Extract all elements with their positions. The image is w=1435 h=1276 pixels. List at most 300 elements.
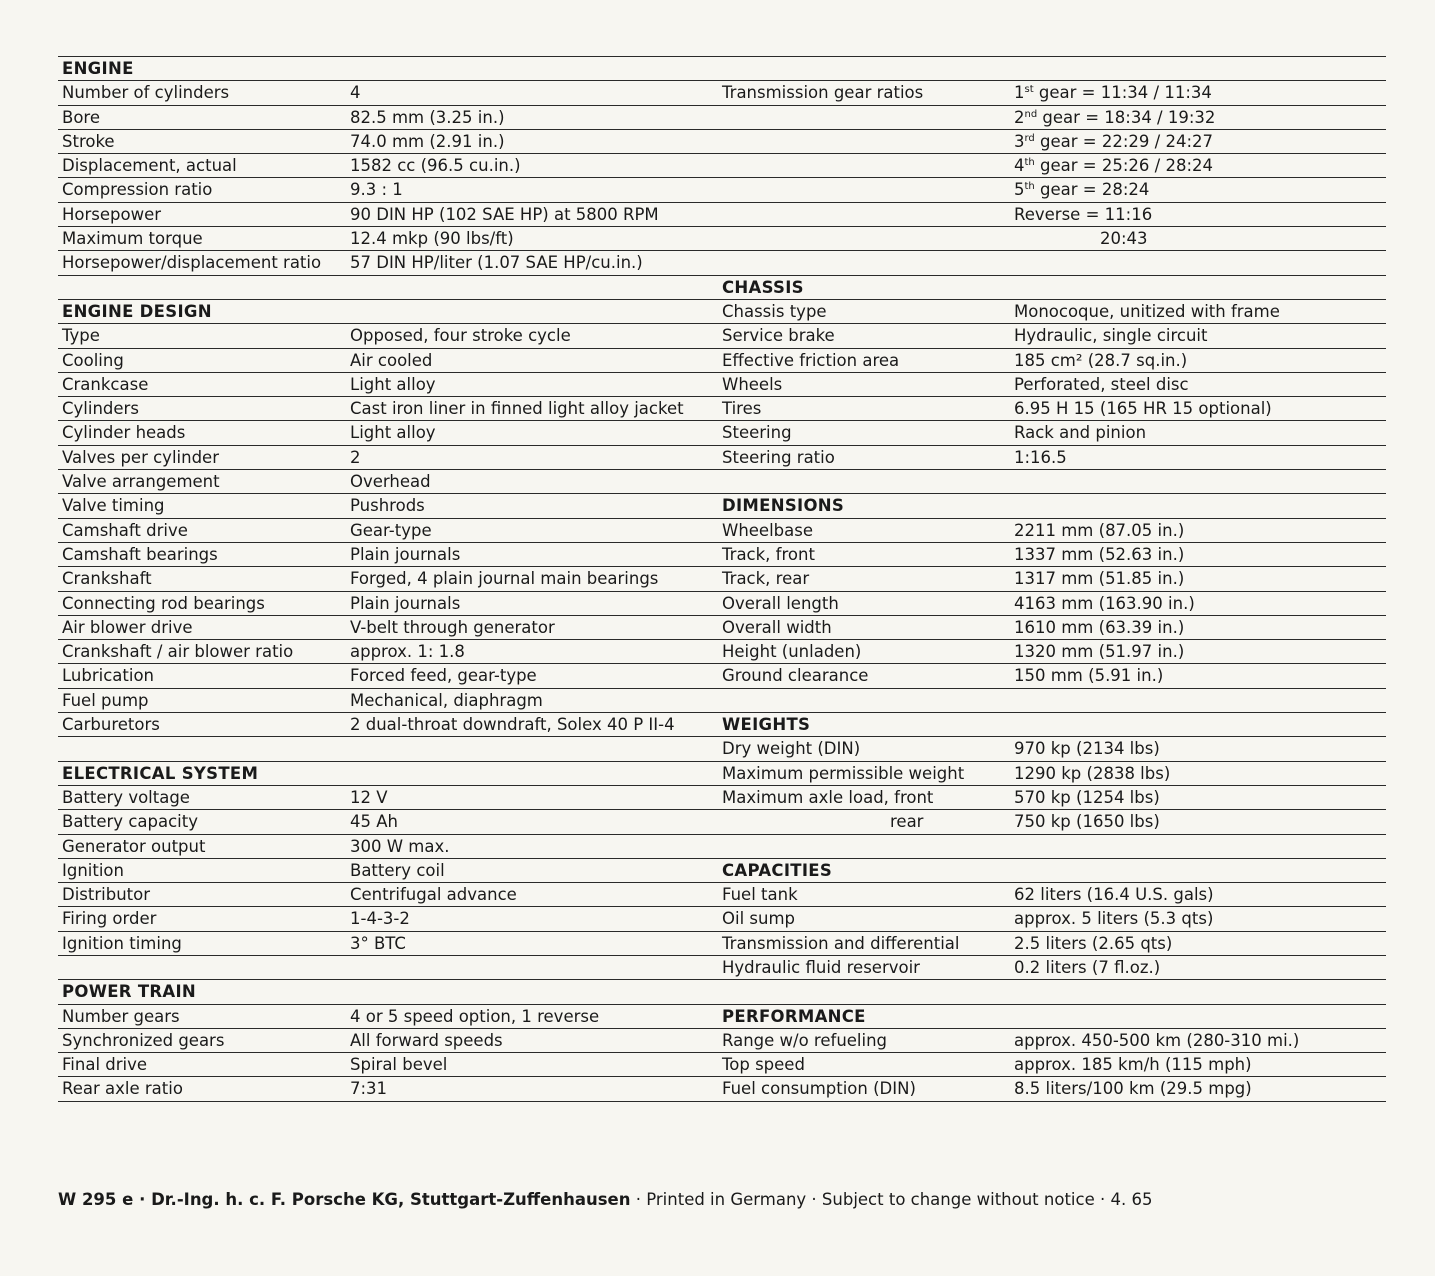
spec-label: Crankcase [62,374,149,394]
spec-value [350,616,555,640]
spec-label: Horsepower [62,204,162,224]
spec-row [58,1077,718,1101]
spec-value-text: 0.2 liters (7 fl.oz.) [1014,957,1161,977]
spec-value [350,567,658,591]
left-spec-column [58,56,718,1102]
spec-label: Horsepower/displacement ratio [62,253,322,273]
spec-value [350,106,505,130]
spec-value [350,1077,387,1101]
spec-row [58,592,718,616]
spec-row [58,689,718,713]
spec-row [58,324,718,348]
spec-value [350,130,505,154]
spec-value-text: gear = 11:34 / 11:34 [1033,83,1212,103]
spec-label: Carburetors [62,715,160,735]
spec-value-text: Battery coil [350,860,445,880]
ordinal-suffix: nd [1024,108,1038,120]
spec-value [350,178,403,202]
spec-value [1014,154,1213,178]
spec-row [58,397,718,421]
spec-row [58,106,718,130]
spec-value-text: V-belt through generator [350,617,555,637]
spec-value [350,592,460,616]
spec-label: Maximum axle load, front [722,787,934,807]
spec-value-text: 7:31 [350,1079,388,1099]
spec-value-text: 150 mm (5.91 in.) [1014,666,1164,686]
spec-value-text: All forward speeds [350,1030,503,1050]
footer-publisher: W 295 e · Dr.-Ing. h. c. F. Porsche KG, Stuttgart-Zuffenhausen [58,1190,631,1209]
spec-value-text: Forged, 4 plain journal main bearings [350,569,659,589]
spec-value [1014,786,1160,810]
spec-value-text: approx. 1: 1.8 [350,642,465,662]
spec-value-text: gear = 22:29 / 24:27 [1034,131,1214,151]
spacer-row [718,835,1386,859]
spec-label: Steering [722,423,792,443]
spec-value [1014,1029,1299,1053]
spec-value-text: Perforated, steel disc [1014,374,1189,394]
spec-value-text: 970 kp (2134 lbs) [1014,739,1160,759]
spec-label: Crankshaft [62,569,152,589]
spec-row [58,567,718,591]
section-heading [718,859,1386,883]
spec-label: Camshaft drive [62,520,188,540]
spec-row [58,154,718,178]
spec-value-text: approx. 5 liters (5.3 qts) [1014,909,1214,929]
spec-label: Crankshaft / air blower ratio [62,642,294,662]
spec-row [718,349,1386,373]
spec-value [350,859,445,883]
spec-row [718,397,1386,421]
spec-value [1014,227,1148,251]
spec-row [58,349,718,373]
spec-row [58,470,718,494]
spec-label: Height (unladen) [722,642,862,662]
spec-label: Stroke [62,131,115,151]
spec-value-text: 45 Ah [350,812,398,832]
spec-value [350,470,431,494]
spec-value [350,519,432,543]
spec-row [718,519,1386,543]
spec-label: Effective friction area [722,350,900,370]
spec-row [718,154,1386,178]
spec-label: Displacement, actual [62,156,237,176]
spec-row [718,810,1386,834]
spec-label: Battery voltage [62,787,190,807]
spec-value-text: 1317 mm (51.85 in.) [1014,569,1185,589]
spec-row [58,373,718,397]
footer-imprint [58,1190,1152,1209]
spec-value [350,397,684,421]
spec-label: Fuel consumption (DIN) [722,1079,916,1099]
spec-value-text: 1610 mm (63.39 in.) [1014,617,1185,637]
spec-row [718,227,1386,251]
spec-value-text: 62 liters (16.4 U.S. gals) [1014,885,1214,905]
section-title: CAPACITIES [722,860,833,880]
spec-row [58,640,718,664]
spec-value [1014,373,1189,397]
spec-value [1014,446,1067,470]
spec-value-text: 2 [350,447,361,467]
spec-value-text: gear = 25:26 / 28:24 [1034,156,1213,176]
spec-row [718,907,1386,931]
spec-row [718,664,1386,688]
spec-label: Final drive [62,1055,148,1075]
section-title: WEIGHTS [722,715,811,735]
spec-value-text: 750 kp (1650 lbs) [1014,812,1160,832]
spec-value-text: Centrifugal advance [350,885,517,905]
spec-label: Maximum permissible weight [722,763,965,783]
spec-value-text: 12.4 mkp (90 lbs/ft) [350,229,514,249]
spec-value-text: 6.95 H 15 (165 HR 15 optional) [1014,399,1272,419]
spec-label: Wheels [722,374,783,394]
spec-value-text: gear = 18:34 / 19:32 [1037,107,1216,127]
spec-row [58,494,718,518]
spacer-row [718,689,1386,713]
spec-row [718,130,1386,154]
spec-label: Connecting rod bearings [62,593,265,613]
section-title: ENGINE [62,59,134,78]
spec-row [58,1005,718,1029]
spec-value [1014,300,1280,324]
spec-value-text: Monocoque, unitized with frame [1014,301,1280,321]
spec-label: Cylinders [62,399,139,419]
right-spec-column [718,56,1386,1102]
spec-value-text: 185 cm² (28.7 sq.in.) [1014,350,1188,370]
spec-row [718,1053,1386,1077]
spec-value-text: 20:43 [1100,229,1148,249]
spec-value [1014,543,1184,567]
spec-value-text: Light alloy [350,374,436,394]
spec-row [718,1077,1386,1101]
gear-number: 2 [1014,107,1025,127]
spec-label: Lubrication [62,666,154,686]
spec-label: Generator output [62,836,206,856]
spacer-row [718,470,1386,494]
spec-row [718,446,1386,470]
spec-value-text: 300 W max. [350,836,450,856]
spec-row [58,664,718,688]
gear-number: 5 [1014,180,1025,200]
spec-value-text: 8.5 liters/100 km (29.5 mpg) [1014,1079,1252,1099]
section-heading [58,980,718,1004]
spec-label: Ground clearance [722,666,869,686]
spec-value-text: 1320 mm (51.97 in.) [1014,642,1185,662]
spec-value [1014,1077,1252,1101]
spec-row [718,421,1386,445]
spec-row [58,835,718,859]
spec-value [350,664,537,688]
spec-label: Ignition [62,860,124,880]
gear-number: 3 [1014,131,1025,151]
spec-label: Synchronized gears [62,1030,225,1050]
spec-row [58,203,718,227]
spec-value-text: 90 DIN HP (102 SAE HP) at 5800 RPM [350,204,659,224]
spec-row [58,81,718,105]
gear-number: 4 [1014,156,1025,176]
spec-value [1014,592,1195,616]
spec-value-text: 1-4-3-2 [350,909,410,929]
spec-value-text: 2.5 liters (2.65 qts) [1014,933,1173,953]
spec-row [58,543,718,567]
spec-value [1014,932,1172,956]
spec-value-text: 4163 mm (163.90 in.) [1014,593,1195,613]
spec-value-text: approx. 185 km/h (115 mph) [1014,1055,1252,1075]
spec-row [718,106,1386,130]
spec-row [58,883,718,907]
spec-label: Top speed [722,1055,805,1075]
spec-row [718,956,1386,980]
spec-value-text: 57 DIN HP/liter (1.07 SAE HP/cu.in.) [350,253,643,273]
spec-value [1014,178,1149,202]
spec-label: Battery capacity [62,812,198,832]
section-title: CHASSIS [722,277,804,297]
spec-value [1014,956,1160,980]
spec-row [58,932,718,956]
section-heading [718,1005,1386,1029]
spec-row [718,300,1386,324]
spec-value-text: 2 dual-throat downdraft, Solex 40 P II-4 [350,715,675,735]
spec-value [350,810,398,834]
section-heading [58,57,718,81]
spec-value-text: approx. 450-500 km (280-310 mi.) [1014,1030,1300,1050]
spec-value [350,689,543,713]
spec-label: Wheelbase [722,520,813,540]
spec-value-text: Cast iron liner in finned light alloy jacket [350,399,684,419]
spec-value-text: 9.3 : 1 [350,180,403,200]
spec-label: Dry weight (DIN) [722,739,861,759]
spec-value [1014,616,1184,640]
spec-value-text: gear = 28:24 [1034,180,1150,200]
spec-row [718,883,1386,907]
spec-row [58,421,718,445]
spec-value [1014,1053,1252,1077]
spec-value-text: 12 V [350,787,388,807]
spec-label: Firing order [62,909,157,929]
spec-label: Steering ratio [722,447,835,467]
spec-value-text: Pushrods [350,496,425,516]
section-title: DIMENSIONS [722,496,845,516]
spec-value [350,1053,447,1077]
section-heading [58,300,718,324]
spec-value [1014,519,1184,543]
spec-value [350,373,436,397]
spec-value-text: 570 kp (1254 lbs) [1014,787,1160,807]
spacer-row [718,251,1386,275]
spec-label: Ignition timing [62,933,182,953]
spec-value-text: 1:16.5 [1014,447,1067,467]
spec-value [1014,421,1146,445]
spec-row [58,251,718,275]
section-heading [718,494,1386,518]
spec-row [58,786,718,810]
spec-value [350,543,460,567]
spec-label: Compression ratio [62,180,213,200]
spec-value [350,883,517,907]
spacer-row [718,980,1386,1004]
spec-row [718,737,1386,761]
spec-label: Fuel tank [722,885,798,905]
spacer-row [718,57,1386,81]
spec-value [1014,567,1184,591]
spec-value-text: 4 [350,83,361,103]
spec-value [350,1029,503,1053]
spec-label: Tires [722,399,762,419]
spec-value [1014,349,1187,373]
spec-row [58,1053,718,1077]
spec-value [350,349,432,373]
left-spec-table [58,56,718,1102]
spec-row [718,373,1386,397]
spec-value [1014,810,1160,834]
spec-value-text: Plain journals [350,544,461,564]
spec-row [58,859,718,883]
ordinal-suffix: th [1024,181,1035,193]
spec-label: Bore [62,107,100,127]
spec-value [350,154,521,178]
spec-value-text: 1337 mm (52.63 in.) [1014,544,1185,564]
spec-label: Rear axle ratio [62,1079,183,1099]
spec-value [1014,640,1184,664]
section-heading [718,276,1386,300]
spec-label: Service brake [722,326,835,346]
spec-value-text: Opposed, four stroke cycle [350,326,571,346]
spec-label: Camshaft bearings [62,544,218,564]
spec-label: Oil sump [722,909,796,929]
spec-value-text: Hydraulic, single circuit [1014,326,1208,346]
spec-row [58,1029,718,1053]
ordinal-suffix: th [1024,157,1035,169]
gear-number: 1 [1014,83,1025,103]
spec-row [718,932,1386,956]
spec-label: Transmission gear ratios [722,83,924,103]
spec-row [718,203,1386,227]
spec-value [1014,324,1207,348]
spec-value-text: 1582 cc (96.5 cu.in.) [350,156,521,176]
spec-row [58,713,718,737]
spec-value [1014,883,1214,907]
spec-label: Valves per cylinder [62,447,219,467]
spec-row [718,567,1386,591]
spec-value [350,421,436,445]
spec-label: Number gears [62,1006,180,1026]
spec-row [718,81,1386,105]
spec-value [350,324,571,348]
spec-label: Cylinder heads [62,423,186,443]
spec-value-text: 4 or 5 speed option, 1 reverse [350,1006,600,1026]
spec-value-text: Mechanical, diaphragm [350,690,543,710]
spec-label: Track, front [722,544,815,564]
spec-row [718,324,1386,348]
spec-row [718,592,1386,616]
spec-value [350,932,406,956]
spec-value [350,203,659,227]
spec-value [1014,106,1215,130]
spec-row [718,178,1386,202]
spec-value [350,640,465,664]
spec-value [1014,737,1160,761]
spec-value [350,907,410,931]
spec-label: Hydraulic fluid reservoir [722,957,920,977]
spec-sublabel: rear [890,812,924,832]
spec-label: Transmission and differential [722,933,960,953]
spacer-row [58,276,718,300]
spec-label: Valve arrangement [62,472,220,492]
spec-row [718,640,1386,664]
spec-value [350,494,425,518]
spec-row [58,227,718,251]
ordinal-suffix: st [1024,84,1034,96]
spec-value [350,1005,599,1029]
spec-row [718,543,1386,567]
spec-value [1014,762,1170,786]
spec-value-text: Forced feed, gear-type [350,666,537,686]
spec-row [718,786,1386,810]
spec-label: Air blower drive [62,617,193,637]
spec-label: Chassis type [722,301,827,321]
spec-row [718,616,1386,640]
spec-label: Track, rear [722,569,810,589]
spec-value-text: Overhead [350,472,431,492]
spec-value-text: Reverse = 11:16 [1014,204,1153,224]
section-title: ENGINE DESIGN [62,301,212,321]
spec-value-text: Plain journals [350,593,461,613]
spec-value [350,713,675,737]
spec-value-text: Rack and pinion [1014,423,1147,443]
spec-label: Overall length [722,593,839,613]
spec-row [58,810,718,834]
section-title: PERFORMANCE [722,1006,866,1026]
section-heading [58,762,718,786]
spec-row [58,616,718,640]
spec-value-text: Spiral bevel [350,1055,448,1075]
spec-value [1014,130,1213,154]
spec-value [1014,664,1163,688]
right-spec-table [718,56,1386,1102]
spacer-row [58,956,718,980]
spec-value [350,81,361,105]
spec-value-text: 2211 mm (87.05 in.) [1014,520,1185,540]
spec-label: Fuel pump [62,690,149,710]
spec-label: Distributor [62,885,151,905]
spec-row [58,519,718,543]
section-title: ELECTRICAL SYSTEM [62,763,259,783]
spec-label: Number of cylinders [62,83,230,103]
spec-value [350,835,450,859]
footer-note: · Printed in Germany · Subject to change without notice · 4. 65 [630,1190,1153,1209]
spec-value-text: Gear-type [350,520,432,540]
spec-value [1014,81,1212,105]
spec-label: Overall width [722,617,832,637]
spec-value-text: 1290 kp (2838 lbs) [1014,763,1171,783]
spec-value [1014,907,1213,931]
spec-value-text: 74.0 mm (2.91 in.) [350,131,505,151]
spec-row [58,178,718,202]
spacer-row [58,737,718,761]
spec-value [350,227,514,251]
spec-value [1014,203,1152,227]
section-heading [718,713,1386,737]
spec-row [718,1029,1386,1053]
spec-label: Type [62,326,100,346]
spec-label: Range w/o refueling [722,1030,888,1050]
spec-value [350,446,361,470]
spec-label: Maximum torque [62,229,203,249]
spec-label: Valve timing [62,496,165,516]
ordinal-suffix: rd [1024,132,1035,144]
spec-row [58,907,718,931]
spec-row [58,130,718,154]
section-title: POWER TRAIN [62,982,197,1002]
